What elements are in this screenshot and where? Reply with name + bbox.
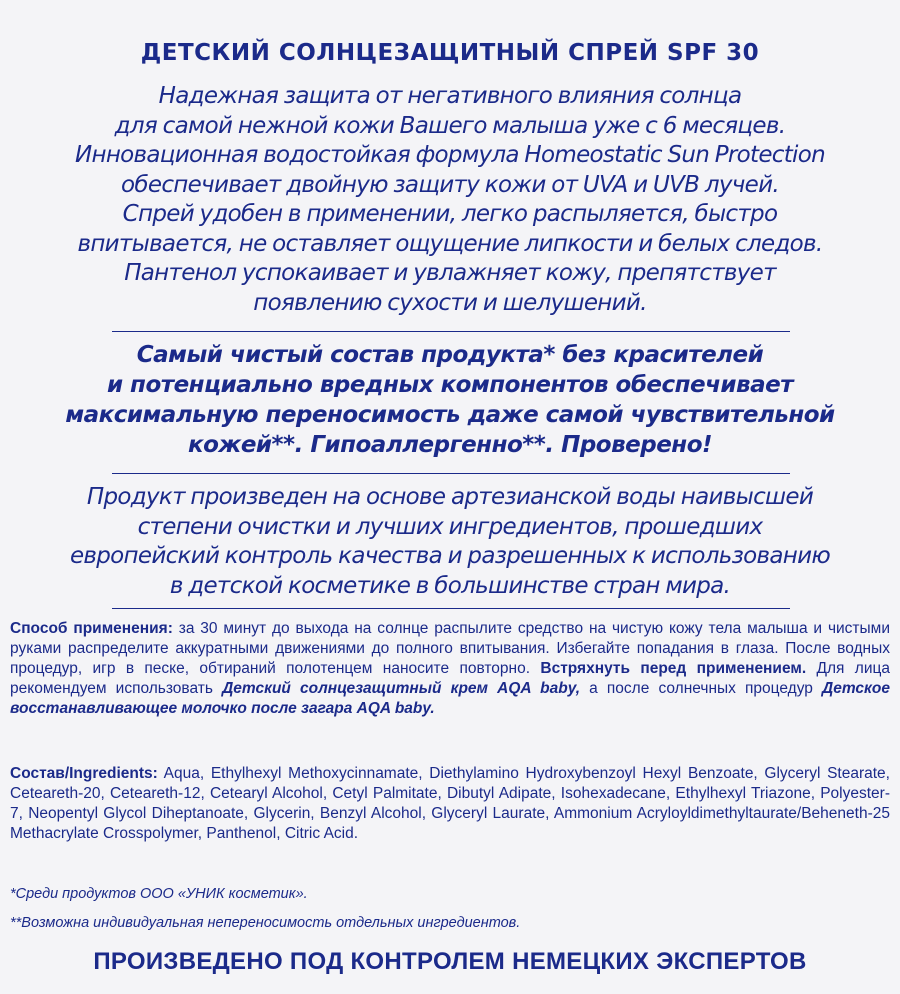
usage-section xyxy=(10,619,890,719)
usage-text: за 30 минут до выхода на солнце распылите средство на чистую кожу тела малыша и чистыми руками распределите аккуратными движениями до полного впитывания. Избегайте попадания в глаза. После водных процедур, игр в песке, обтираний полотенцем наносите повторно. xyxy=(10,620,890,677)
product-title: ДЕТСКИЙ СОЛНЦЕЗАЩИТНЫЙ СПРЕЙ SPF 30 xyxy=(140,40,760,66)
product-recommendation-milk: Детское восстанавливающее молочко после загара AQA baby. xyxy=(10,680,890,717)
divider-middle xyxy=(112,473,790,474)
usage-text: а после солнечных процедур xyxy=(580,680,823,697)
ingredients-section xyxy=(10,764,890,844)
production-line: Продукт произведен на основе артезианской воды наивысшей xyxy=(86,484,814,510)
intro-line: появлению сухости и шелушений. xyxy=(253,289,647,316)
usage-label: Способ применения: xyxy=(10,620,173,637)
intro-line: для самой нежной кожи Вашего малыша уже с 6 месяцев. xyxy=(114,112,786,139)
intro-line: Спрей удобен в применении, легко распыляется, быстро xyxy=(122,201,778,227)
highlight-line: Самый чистый состав продукта* без красителей xyxy=(136,342,764,368)
ingredients-text: Aqua, Ethylhexyl Methoxycinnamate, Diethylamino Hydroxybenzoyl Hexyl Benzoate, Glyceryl Stearate, Ceteareth-20, Ceteareth-12, Cetearyl Alcohol, Cetyl Palmitate, Dibutyl Adipate, Isohexadecane, Ethylhexyl Triazone, Polyester-7, Neopentyl Glycol Diheptanoate, Glycerin, Benzyl Alcohol, Glyceryl Laurate, Ammonium Acryloyldimethyltaurate/Beheneth-25 Methacrylate Crosspolymer, Panthenol, Citric Acid. xyxy=(10,765,890,842)
highlight-paragraph xyxy=(20,340,880,460)
product-recommendation-cream: Детский солнцезащитный крем AQA baby, xyxy=(222,680,581,697)
intro-line: Надежная защита от негативного влияния солнца xyxy=(158,83,742,109)
footnote-2: **Возможна индивидуальная непереносимость отдельных ингредиентов. xyxy=(10,915,521,931)
production-line: степени очистки и лучших ингредиентов, прошедших xyxy=(137,513,763,540)
highlight-line: и потенциально вредных компонентов обеспечивает xyxy=(106,372,794,398)
intro-paragraph xyxy=(20,82,880,318)
intro-line: впитывается, не оставляет ощущение липкости и белых следов. xyxy=(77,230,823,257)
divider-top xyxy=(112,331,790,332)
highlight-line: максимальную переносимость даже самой чувствительной xyxy=(65,402,835,428)
ingredients-label: Состав/Ingredients: xyxy=(10,765,158,782)
intro-line: обеспечивает двойную защиту кожи от UVA и UVB лучей. xyxy=(121,171,779,198)
bottom-banner: ПРОИЗВЕДЕНО ПОД КОНТРОЛЕМ НЕМЕЦКИХ ЭКСПЕРТОВ xyxy=(93,948,807,975)
divider-bottom xyxy=(112,608,790,609)
production-line: в детской косметике в большинстве стран мира. xyxy=(169,572,731,599)
intro-line: Пантенол успокаивает и увлажняет кожу, препятствует xyxy=(124,260,776,286)
intro-line: Инновационная водостойкая формула Homeostatic Sun Protection xyxy=(75,142,825,168)
footnote-1: *Среди продуктов ООО «УНИК косметик». xyxy=(10,886,308,902)
highlight-line: кожей**. Гипоаллергенно**. Проверено! xyxy=(188,432,712,458)
production-paragraph xyxy=(20,483,880,601)
production-line: европейский контроль качества и разрешенных к использованию xyxy=(69,543,831,569)
shake-note: Встряхнуть перед применением. xyxy=(540,660,807,677)
usage-text: Для лица рекомендуем использовать xyxy=(10,660,890,697)
